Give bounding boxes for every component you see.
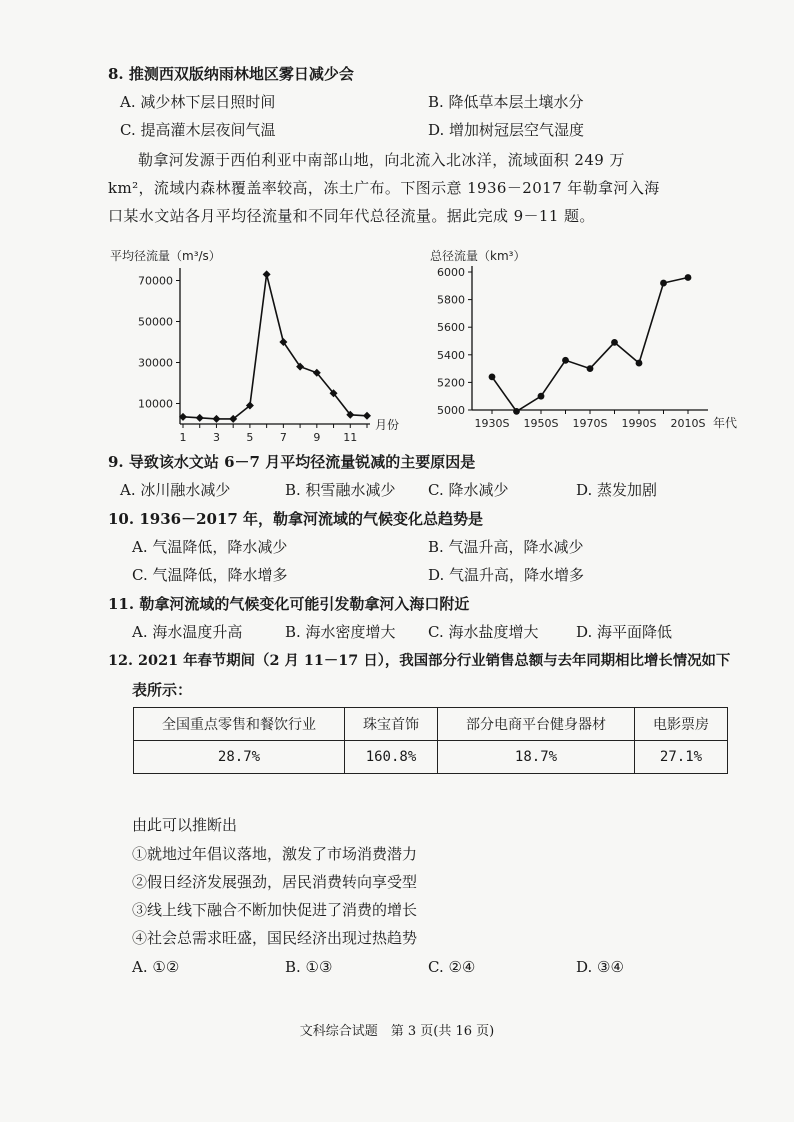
- table-value-cell: 160.8%: [345, 741, 438, 774]
- x-tick-label: 11: [343, 431, 358, 444]
- q12-option-a: A. ①②: [132, 958, 180, 976]
- q12-option-d: D. ③④: [576, 958, 624, 976]
- decade-runoff-chart: [420, 240, 750, 445]
- y-tick-label: 50000: [138, 315, 173, 329]
- y-tick-label: 5400: [437, 348, 465, 362]
- q9-option-a: A. 冰川融水减少: [120, 481, 231, 499]
- x-tick-label: 1930S: [474, 417, 510, 430]
- table-header-row: [134, 708, 728, 741]
- q12-statement-1: ①就地过年倡议落地，激发了市场消费潜力: [132, 845, 418, 863]
- intro-paragraph: 勒拿河发源于西伯利亚中南部山地，向北流入北冰洋，流域面积 249 万 km²，流域内森林覆盖率较高，冻土广布。下图示意 1936－2017 年勒拿河入海口某水文站各月平均径流量和不同年代总径流量。据此完成 9－11 题。: [108, 151, 660, 225]
- q10-option-b: B. 气温升高，降水减少: [428, 538, 584, 556]
- data-point: [212, 415, 220, 423]
- q11-stem: 11. 勒拿河流域的气候变化可能引发勒拿河入海口附近: [108, 595, 470, 613]
- q9-option-c: C. 降水减少: [428, 481, 509, 499]
- chart1-xlabel: 月份: [375, 418, 400, 432]
- y-tick-label: 30000: [138, 356, 173, 370]
- data-point: [685, 274, 692, 281]
- q12-option-b: B. ①③: [285, 958, 333, 976]
- table-header-cell: 全国重点零售和餐饮行业: [134, 708, 345, 741]
- q12-stem-line1: 12. 2021 年春节期间（2 月 11－17 日），我国部分行业销售总额与去年同期相比增长情况如下: [108, 652, 731, 669]
- data-point: [196, 414, 204, 422]
- q10-option-c: C. 气温降低，降水增多: [132, 566, 288, 584]
- x-tick-label: 3: [212, 431, 220, 444]
- table-header-cell: 部分电商平台健身器材: [438, 708, 635, 741]
- data-point: [636, 360, 643, 367]
- q8-option-d: D. 增加树冠层空气湿度: [428, 121, 585, 139]
- data-point: [562, 357, 569, 364]
- q10-option-d: D. 气温升高，降水增多: [428, 566, 585, 584]
- data-point: [538, 393, 545, 400]
- q8-option-b: B. 降低草本层土壤水分: [428, 93, 584, 111]
- y-tick-label: 5000: [437, 404, 465, 417]
- q9-stem: 9. 导致该水文站 6－7 月平均径流量锐减的主要原因是: [108, 453, 476, 471]
- q12-statement-2: ②假日经济发展强劲，居民消费转向享受型: [132, 873, 418, 891]
- q8-option-a: A. 减少林下层日照时间: [120, 93, 276, 111]
- x-tick-label: 9: [313, 431, 321, 444]
- chart2-series-line: [492, 278, 688, 412]
- y-tick-label: 6000: [437, 266, 465, 279]
- chart2-xlabel: 年代: [713, 416, 738, 430]
- q8-stem: 8. 推测西双版纳雨林地区雾日减少会: [108, 65, 354, 83]
- data-point: [263, 270, 271, 278]
- q11-option-d: D. 海平面降低: [576, 623, 673, 641]
- q11-option-a: A. 海水温度升高: [132, 623, 243, 641]
- x-tick-label: 1970S: [572, 417, 608, 430]
- chart1-ylabel: 平均径流量（m³/s）: [110, 249, 221, 263]
- y-tick-label: 10000: [138, 397, 173, 411]
- y-tick-label: 5200: [437, 376, 465, 390]
- y-tick-label: 5800: [437, 293, 465, 307]
- q11-option-b: B. 海水密度增大: [285, 623, 396, 641]
- table-header-cell: 电影票房: [635, 708, 728, 741]
- data-point: [513, 408, 520, 415]
- y-tick-label: 70000: [138, 274, 173, 288]
- table-value-cell: 18.7%: [438, 741, 635, 774]
- x-tick-label: 1: [179, 431, 187, 444]
- x-tick-label: 1990S: [621, 417, 657, 430]
- x-tick-label: 1950S: [523, 417, 559, 430]
- q8-option-c: C. 提高灌木层夜间气温: [120, 121, 276, 139]
- q9-option-d: D. 蒸发加剧: [576, 481, 658, 499]
- sales-growth-table: [133, 707, 728, 774]
- q12-stem-line2: 表所示：: [132, 681, 193, 699]
- chart2-ylabel: 总径流量（km³）: [430, 249, 526, 263]
- data-point: [363, 412, 371, 420]
- q11-option-c: C. 海水盐度增大: [428, 623, 539, 641]
- chart1-series-line: [183, 274, 367, 419]
- x-tick-label: 2010S: [670, 417, 706, 430]
- data-point: [489, 373, 496, 380]
- table-value-row: [134, 741, 728, 774]
- q12-option-c: C. ②④: [428, 958, 476, 976]
- data-point: [660, 280, 667, 287]
- q12-statement-3: ③线上线下融合不断加快促进了消费的增长: [132, 901, 418, 919]
- table-header-cell: 珠宝首饰: [345, 708, 438, 741]
- monthly-runoff-chart: [100, 240, 420, 445]
- x-tick-label: 5: [246, 431, 254, 444]
- q12-lead: 由此可以推断出: [132, 816, 238, 834]
- q10-option-a: A. 气温降低，降水减少: [132, 538, 288, 556]
- data-point: [611, 339, 618, 346]
- y-tick-label: 5600: [437, 321, 465, 335]
- page-footer: 文科综合试题 第 3 页(共 16 页): [299, 1024, 495, 1039]
- table-value-cell: 28.7%: [134, 741, 345, 774]
- q12-statement-4: ④社会总需求旺盛，国民经济出现过热趋势: [132, 929, 418, 947]
- x-tick-label: 7: [279, 431, 287, 444]
- q9-option-b: B. 积雪融水减少: [285, 481, 396, 499]
- table-value-cell: 27.1%: [635, 741, 728, 774]
- q10-stem: 10. 1936－2017 年，勒拿河流域的气候变化总趋势是: [108, 510, 484, 528]
- data-point: [587, 365, 594, 372]
